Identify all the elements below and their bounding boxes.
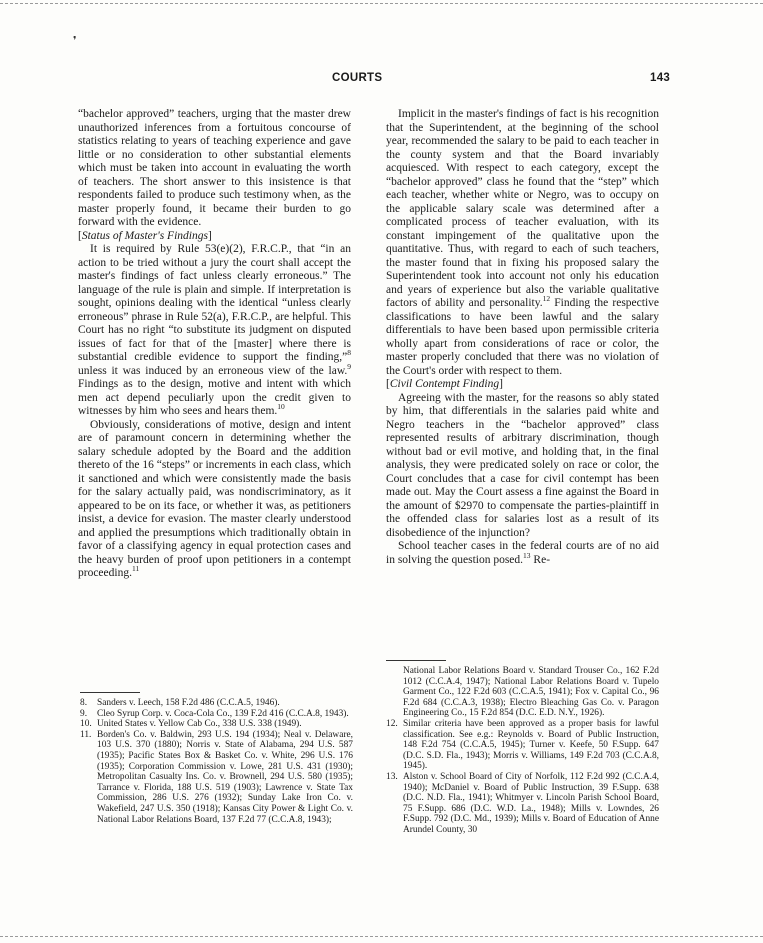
scan-edge-bottom: [0, 936, 763, 937]
footnote: 13. Alston v. School Board of City of Norfolk, 112 F.2d 992 (C.C.A.4, 1940); McDaniel v. Board of Public Instruction, 39 F.Supp. 638 (D.C. N.D. Fla., 1941); Whitmyer v. Lincoln Parish School Board, 75 F.Supp. 686 (D.C. W.D. La., 1948); Mills v. Lowndes, 26 F.Supp. 792 (D.C. Md., 1939); Mills v. Board of Education of Anne Arundel County, 30: [386, 771, 659, 835]
section-heading: [Civil Contempt Finding]: [386, 378, 503, 390]
footnote-ref: 10: [277, 402, 285, 412]
paragraph: Implicit in the master's findings of fact is his recognition that the Superintendent, at the beginning of the school year, recommended the salary to be paid to each teacher in the county system and that the Board invariably acquiesced. With respect to each category, except the “bachelor approved” class he found that the “step” which each teacher, whether white or Negro, was to occupy on the applicable salary scale was determined after a complicated process of teacher evaluation, with its constant impingement of the qualitative upon the quantitative. Thus, with regard to each of such teachers, the master found that in fixing his proposed salary the Superintendent took into account not only his education and years of experience but also the variable qualitative factors of ability and personality.$^{12}$ Finding the respective classifications to have been lawful and the salary differentials to have been based upon permissible criteria wholly apart from considerations of race or color, the master properly concluded that there was no violation of the Court's order with respect to them.: [386, 108, 659, 377]
paragraph: School teacher cases in the federal courts are of no aid in solving the question posed.$^{13}$ Re-: [386, 540, 659, 566]
paragraph: Agreeing with the master, for the reasons so ably stated by him, that differentials in the salaries paid white and Negro teachers in the “bachelor approved” class represented results of arbitrary discrimination, though without bad or evil motive, and holding that, in the final analysis, they were predicated solely on race or color, the Court concludes that a case for civil contempt has been made out. May the Court assess a fine against the Board in the amount of $2970 to compensate the parties-plaintiff in the offended class for salaries lost as a result of its disobedience of the injunction?: [386, 391, 659, 539]
footnote-ref: 11: [131, 564, 140, 574]
footnotes-right: [386, 666, 659, 836]
page-number: 143: [650, 72, 671, 84]
footnote-ref: 12: [542, 294, 551, 304]
paragraph: It is required by Rule 53(e)(2), F.R.C.P., that “in an action to be tried without a jury the court shall accept the master's findings of fact unless clearly erroneous.” The language of the rule is plain and simple. If interpretation is sought, opinions dealing with the identical “unless clearly erroneous” phrase in Rule 52(a), F.R.C.P., are helpful. This Court has no right “to substitute its judgment on disputed issues of fact for that of the [master] where there is substantial credible evidence to support the finding,”$^8$ unless it was induced by an erroneous view of the law.$^9$ Findings as to the design, motive and intent with which men act depend peculiarly upon the credit given to witnesses by him who sees and hears them.$^{10}$: [78, 243, 351, 417]
paragraph: “bachelor approved” teachers, urging that the master drew unauthorized inferences from a fortuitous concourse of statistics relating to years of teaching experience and gave little or no consideration to other substantial elements which must be taken into account in evaluating the worth of teachers. The short answer to this insistence is that respondents failed to produce such testimony when, as the master properly found, it became their burden to go forward with the evidence.: [78, 108, 351, 228]
footnote-ref: 13: [523, 550, 531, 560]
footnote-divider: [80, 692, 140, 693]
footnote: 8. Sanders v. Leech, 158 F.2d 486 (C.C.A.5, 1946).: [80, 698, 280, 708]
footnote-divider: [386, 660, 446, 661]
right-column: [386, 108, 659, 567]
footnotes-left: [80, 698, 353, 825]
footnote: 9. Cleo Syrup Corp. v. Coca-Cola Co., 139 F.2d 416 (C.C.A.8, 1943).: [80, 708, 349, 719]
footnote: 10. United States v. Yellow Cab Co., 338 U.S. 338 (1949).: [80, 719, 302, 730]
left-column: [78, 108, 351, 581]
section-heading: [Status of Master's Findings]: [78, 229, 212, 242]
scan-speck: ❜: [73, 35, 77, 47]
paragraph: Obviously, considerations of motive, design and intent are of paramount concern in determining whether the salary schedule adopted by the Board and the addition thereto of the 16 “steps” or increments in each class, which it sanctioned and which were consistently made the basis for the salary actually paid, was nondiscriminatory, as it appeared to be on its face, or whether it was, as petitioners insist, a device for evasion. The master clearly understood and applied the presumptions which traditionally obtain in favor of a classifying agency in equal protection cases and the heavy burden of proof upon petitioners in a contempt proceeding.$^{11}$: [78, 418, 351, 579]
footnote: 12. Similar criteria have been approved as a proper basis for lawful classification. See e.g.: Reynolds v. Board of Public Instruction, 148 F.2d 754 (C.C.A.5, 1945); Turner v. Keefe, 50 F.Supp. 647 (D.C. S.D. Fla., 1943); Morris v. Williams, 149 F.2d 703 (C.C.A.8, 1945).: [386, 718, 659, 772]
footnote: 11. Borden's Co. v. Baldwin, 293 U.S. 194 (1934); Neal v. Delaware, 103 U.S. 370 (1880); Norris v. State of Alabama, 294 U.S. 587 (1935); Pacific States Box & Basket Co. v. White, 296 U.S. 176 (1935); Corporation Commission v. Lowe, 281 U.S. 431 (1930); Metropolitan Casualty Ins. Co. v. Brownell, 294 U.S. 580 (1935); Tarrance v. Florida, 188 U.S. 519 (1903); Lawrence v. State Tax Commission, 286 U.S. 276 (1932); Sunday Lake Iron Co. v. Wakefield, 247 U.S. 350 (1918); Kansas City Power & Light Co. v. National Labor Relations Board, 137 F.2d 77 (C.C.A.8, 1943);: [80, 729, 353, 825]
footnote-ref: 8: [347, 348, 351, 358]
footnote-ref: 9: [347, 361, 351, 371]
scan-edge-top: [0, 3, 763, 4]
running-head-title: COURTS: [332, 72, 383, 84]
footnote: National Labor Relations Board v. Standard Trouser Co., 162 F.2d 1012 (C.C.A.4, 1947); National Labor Relations Board v. Tupelo Garment Co., 122 F.2d 603 (C.C.A.5, 1941); Fox v. Capital Co., 96 F.2d 684 (C.C.A.3, 1938); Electro Bleaching Gas Co. v. Paragon Engineering Co., 15 F.2d 854 (D.C. E.D. N.Y., 1926).: [403, 666, 659, 719]
